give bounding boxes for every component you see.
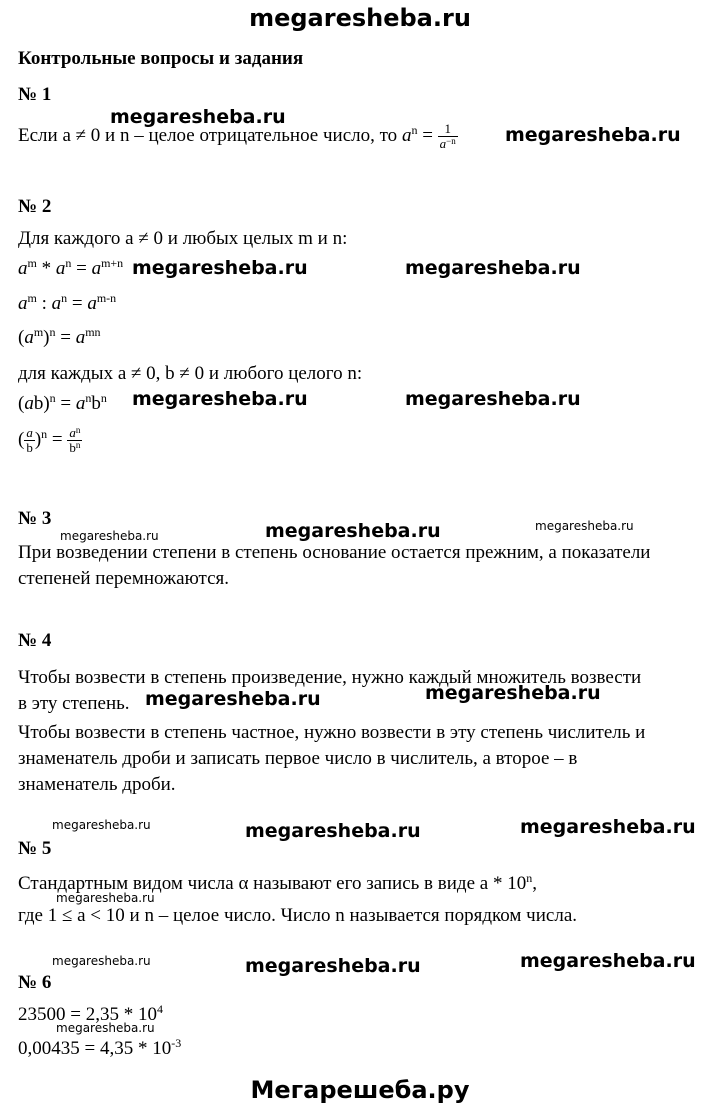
q4-p2-line2: знаменатель дроби и записать первое число в числитель, а второе – в: [18, 748, 578, 769]
question-2-number: № 2: [18, 196, 52, 217]
q2-formula-4: $(ab)^n = a^nb^n$: [18, 391, 107, 414]
question-5-number: № 5: [18, 838, 52, 859]
watermark: megaresheba.ru: [110, 106, 286, 128]
q1-eq: =: [422, 124, 433, 146]
question-6-number: № 6: [18, 972, 52, 993]
q4-paragraph-2: [18, 720, 708, 798]
site-header: megaresheba.ru: [249, 4, 471, 32]
q2-formula-2: $a^m$ : $a^n = a^{m-n}$: [18, 291, 117, 314]
question-3-number: № 3: [18, 508, 52, 529]
q1-exp: n: [411, 122, 418, 137]
watermark: megaresheba.ru: [60, 529, 159, 543]
q1-text: Если a ≠ 0 и n – целое отрицательное число, то: [18, 124, 398, 146]
q6-line2: $0,00435 = 4,35 * 10^{-3}$: [18, 1036, 182, 1059]
watermark: megaresheba.ru: [52, 954, 151, 968]
section-title: Контрольные вопросы и задания: [18, 48, 304, 69]
q2-line1: Для каждого a ≠ 0 и любых целых m и n:: [18, 228, 348, 249]
watermark: megaresheba.ru: [535, 519, 634, 533]
watermark: megaresheba.ru: [52, 818, 151, 832]
watermark: megaresheba.ru: [132, 388, 308, 410]
watermark: megaresheba.ru: [405, 388, 581, 410]
question-1-number: № 1: [18, 84, 52, 105]
watermark: megaresheba.ru: [132, 257, 308, 279]
q3-line1: При возведении степени в степень основание остается прежним, а показатели: [18, 542, 651, 563]
q2-formula-1: $a^m * a^n = a^{m+n}$: [18, 256, 124, 279]
watermark: megaresheba.ru: [520, 816, 696, 838]
q3-text: [18, 540, 708, 592]
watermark: megaresheba.ru: [520, 950, 696, 972]
watermark: megaresheba.ru: [56, 891, 155, 905]
watermark: megaresheba.ru: [56, 1021, 155, 1035]
q4-p2-line1: Чтобы возвести в степень частное, нужно возвести в эту степень числитель и: [18, 722, 646, 743]
q3-line2: степеней перемножаются.: [18, 568, 230, 589]
question-1-text: [18, 122, 458, 151]
q4-p2-line3: знаменатель дроби.: [18, 774, 176, 795]
q1-frac-den-base: a: [439, 136, 447, 151]
q2-formula-5: ( $\frac{a}{b}$ )$^n$ = $\frac{a^n}{b^n}$: [18, 425, 81, 455]
q4-p1-line1: Чтобы возвести в степень произведение, нужно каждый множитель возвести: [18, 667, 642, 688]
q1-frac-den-exp: −n: [446, 136, 456, 146]
watermark: megaresheba.ru: [265, 520, 441, 542]
q1-fraction: [438, 122, 458, 151]
q2-line2: для каждых a ≠ 0, b ≠ 0 и любого целого n:: [18, 363, 363, 384]
q5-line1: Стандартным видом числа α называют его запись в виде a * 10$^n$,: [18, 871, 537, 894]
question-4-number: № 4: [18, 630, 52, 651]
q4-p1-line2: в эту степень.: [18, 693, 130, 714]
site-footer: Мегарешеба.ру: [250, 1076, 470, 1104]
watermark: megaresheba.ru: [245, 820, 421, 842]
q4-paragraph-1: [18, 665, 708, 717]
watermark: megaresheba.ru: [425, 682, 601, 704]
q6-line1: $23500 = 2,35 * 10^4$: [18, 1002, 163, 1025]
q2-formula-3: $(a^m)^n = a^{mn}$: [18, 325, 101, 348]
q5-line2: где 1 ≤ a < 10 и n – целое число. Число n называется порядком числа.: [18, 905, 577, 926]
watermark: megaresheba.ru: [145, 688, 321, 710]
watermark: megaresheba.ru: [505, 124, 681, 146]
watermark: megaresheba.ru: [245, 955, 421, 977]
watermark: megaresheba.ru: [405, 257, 581, 279]
q1-frac-num: 1: [438, 122, 458, 137]
q1-base: a: [401, 124, 412, 146]
